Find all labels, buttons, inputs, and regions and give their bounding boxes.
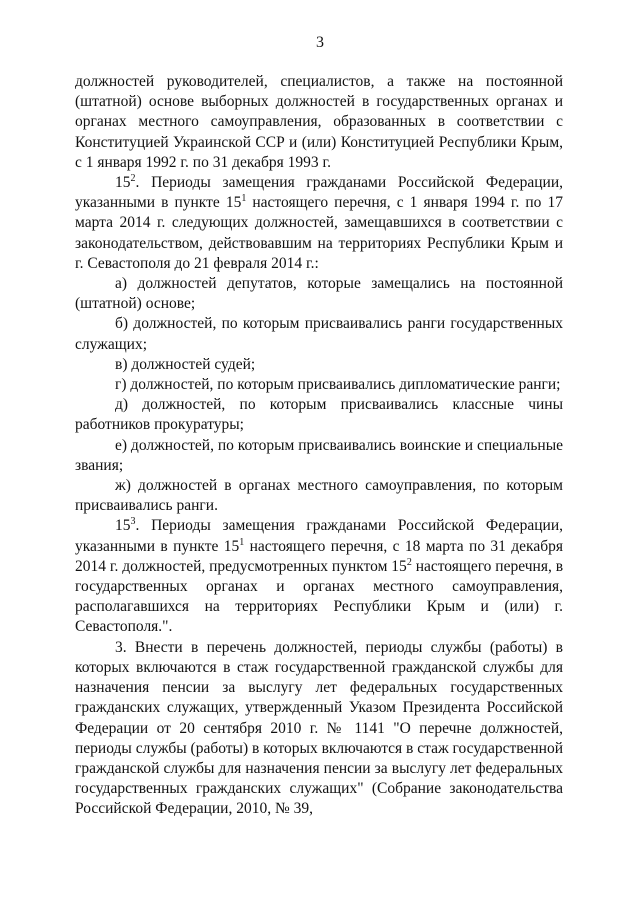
superscript: 2 [406, 556, 412, 568]
paragraph-text: 15 [115, 517, 131, 535]
paragraph-text: 3. Внести в перечень должностей, периоды службы (работы) в которых включаются в стаж государственной гражданской службы для назначения пенсии за выслугу лет федеральных государственных гражданских служащих, утвержденный Указом Президента Российской Федерации от 20 сентября 2010 г. № 1141 "О перечне должностей, периоды службы (работы) в которых включаются в стаж государственной гражданской службы для назначения пенсии за выслугу лет федеральных государственных гражданских служащих" (Собрание законодательства Российской Федерации, 2010, № 39, [75, 638, 564, 818]
paragraph-text: в) должностей судей; [115, 355, 256, 373]
paragraph-text: настоящего перечня, в государственных органах и органах местного самоуправления, располагавшихся на территориях Республики Крым и (или) г. Севастополя.". [75, 557, 564, 636]
paragraph-text: . Периоды замещения гражданами Российской Федерации, указанными в пункте 15 [75, 174, 563, 212]
paragraph-text: б) должностей, по которым присваивались ранги государственных служащих; [75, 315, 563, 353]
paragraph-p11 [75, 638, 563, 820]
paragraph-p10 [75, 516, 563, 637]
superscript: 2 [130, 173, 136, 185]
paragraph-text: . Периоды замещения гражданами Российской Федерации, указанными в пункте 15 [75, 517, 563, 555]
paragraph-text: д) должностей, по которым присваивались классные чины работников прокуратуры; [75, 396, 563, 434]
paragraph-text: е) должностей, по которым присваивались воинские и специальные звания; [75, 436, 563, 474]
paragraph-p5 [75, 355, 563, 375]
paragraph-p3 [75, 274, 563, 314]
paragraph-p7 [75, 395, 563, 435]
paragraph-p1 [75, 72, 563, 173]
paragraph-text: настоящего перечня, с 1 января 1994 г. по 17 марта 2014 г. следующих должностей, замещавшихся в соответствии с законодательством, действовавшим на территориях Республики Крым и г. Севастополя до 21 февраля 2014 г.: [75, 194, 563, 272]
superscript: 3 [130, 516, 136, 528]
paragraph-p2 [75, 173, 563, 274]
superscript: 1 [241, 193, 247, 205]
paragraph-text: а) должностей депутатов, которые замещались на постоянной (штатной) основе; [75, 275, 563, 313]
paragraph-text: ж) должностей в органах местного самоуправления, по которым присваивались ранги. [75, 477, 563, 515]
paragraph-text: г) должностей, по которым присваивались дипломатические ранги; [115, 376, 561, 394]
paragraph-p9 [75, 476, 563, 516]
superscript: 1 [239, 536, 245, 548]
document-body [75, 72, 563, 820]
paragraph-p6 [75, 375, 563, 395]
page-number: 3 [316, 34, 324, 51]
paragraph-text: должностей руководителей, специалистов, а также на постоянной (штатной) основе выборных должностей в государственных органах и органах местного самоуправления, образованных в соответствии с Конституцией Украинской ССР и (или) Конституцией Республики Крым, с 1 января 1992 г. по 31 декабря 1993 г. [75, 73, 563, 171]
paragraph-p4 [75, 314, 563, 354]
paragraph-p8 [75, 436, 563, 476]
paragraph-text: 15 [115, 174, 131, 192]
paragraph-text: настоящего перечня, с 18 марта по 31 декабря 2014 г. должностей, предусмотренных пунктом 15 [75, 537, 563, 575]
